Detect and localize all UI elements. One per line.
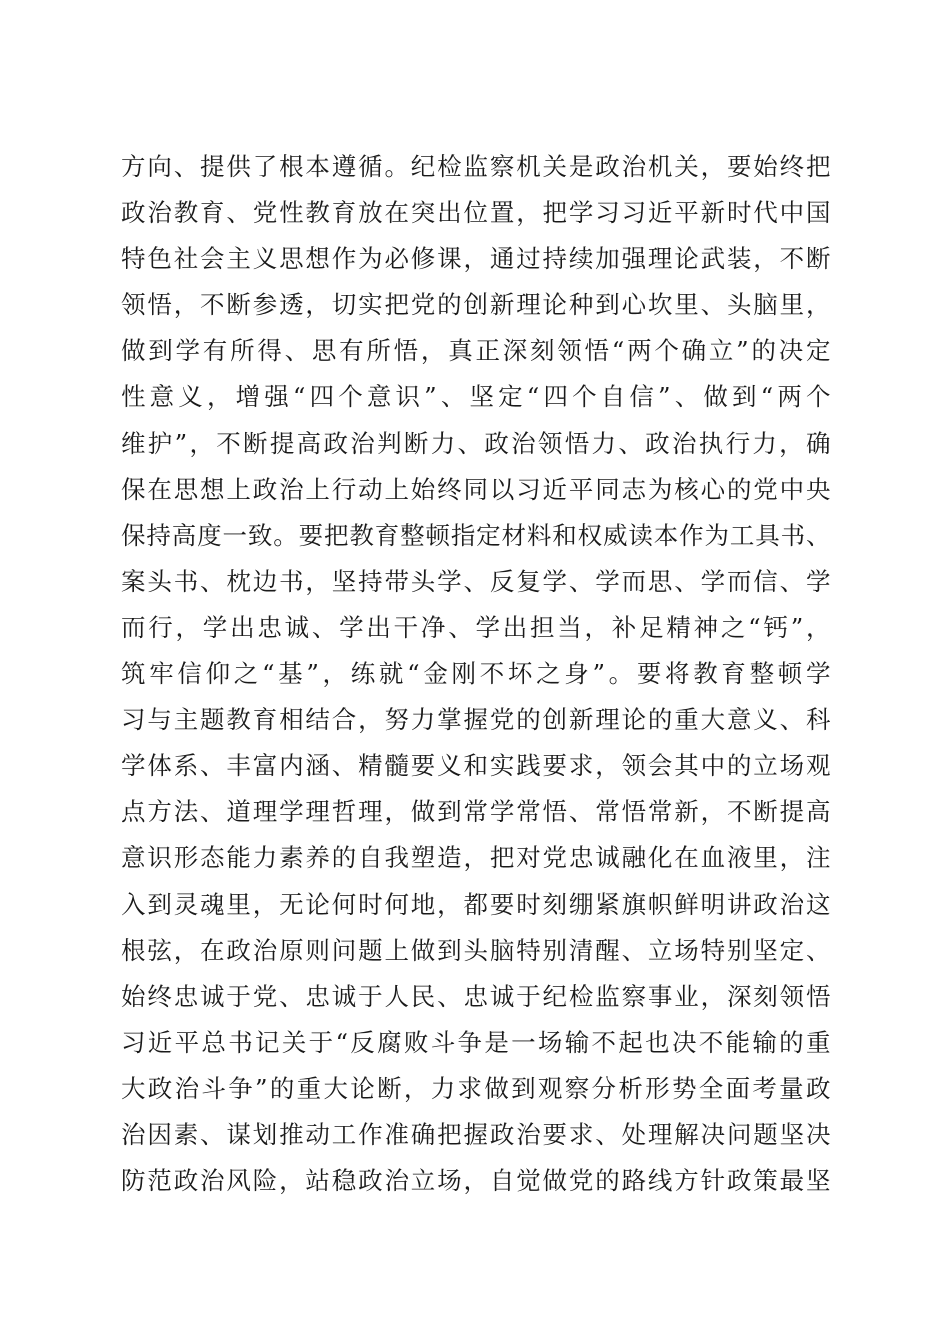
text-line-22: 治因素、谋划推动工作准确把握政治要求、处理解决问题坚决 <box>121 1119 831 1149</box>
text-line-2: 政治教育、党性教育放在突出位置，把学习习近平新时代中国 <box>121 198 831 228</box>
text-line-6: 性意义，增强“四个意识”、坚定“四个自信”、做到“两个 <box>121 382 831 412</box>
body-paragraph <box>121 144 831 1204</box>
text-line-23: 防范政治风险，站稳政治立场，自觉做党的路线方针政策最坚 <box>121 1166 831 1196</box>
text-line-1: 方向、提供了根本遵循。纪检监察机关是政治机关，要始终把 <box>121 152 831 181</box>
text-line-20: 习近平总书记关于“反腐败斗争是一场输不起也决不能输的重 <box>121 1027 831 1057</box>
text-line-10: 案头书、枕边书，坚持带头学、反复学、学而思、学而信、学 <box>121 566 831 596</box>
text-line-18: 根弦，在政治原则问题上做到头脑特别清醒、立场特别坚定、 <box>121 935 831 965</box>
text-line-8: 保在思想上政治上行动上始终同以习近平同志为核心的党中央 <box>121 474 831 504</box>
text-line-19: 始终忠诚于党、忠诚于人民、忠诚于纪检监察事业，深刻领悟 <box>121 981 831 1011</box>
text-line-16: 意识形态能力素养的自我塑造，把对党忠诚融化在血液里，注 <box>121 843 831 873</box>
text-line-14: 学体系、丰富内涵、精髓要义和实践要求，领会其中的立场观 <box>121 751 831 781</box>
text-line-9: 保持高度一致。要把教育整顿指定材料和权威读本作为工具书、 <box>121 520 831 550</box>
text-line-7: 维护”，不断提高政治判断力、政治领悟力、政治执行力，确 <box>121 428 831 458</box>
text-line-11: 而行，学出忠诚、学出干净、学出担当，补足精神之“钙”， <box>121 612 831 642</box>
text-line-3: 特色社会主义思想作为必修课，通过持续加强理论武装，不断 <box>121 244 831 274</box>
text-line-5: 做到学有所得、思有所悟，真正深刻领悟“两个确立”的决定 <box>121 336 831 366</box>
text-line-4: 领悟，不断参透，切实把党的创新理论种到心坎里、头脑里， <box>121 290 831 320</box>
text-line-12: 筑牢信仰之“基”，练就“金刚不坏之身”。要将教育整顿学 <box>121 659 831 689</box>
text-line-17: 入到灵魂里，无论何时何地，都要时刻绷紧旗帜鲜明讲政治这 <box>121 889 831 919</box>
text-line-13: 习与主题教育相结合，努力掌握党的创新理论的重大意义、科 <box>121 705 831 735</box>
text-line-15: 点方法、道理学理哲理，做到常学常悟、常悟常新，不断提高 <box>121 797 831 827</box>
text-line-21: 大政治斗争”的重大论断，力求做到观察分析形势全面考量政 <box>121 1073 831 1103</box>
